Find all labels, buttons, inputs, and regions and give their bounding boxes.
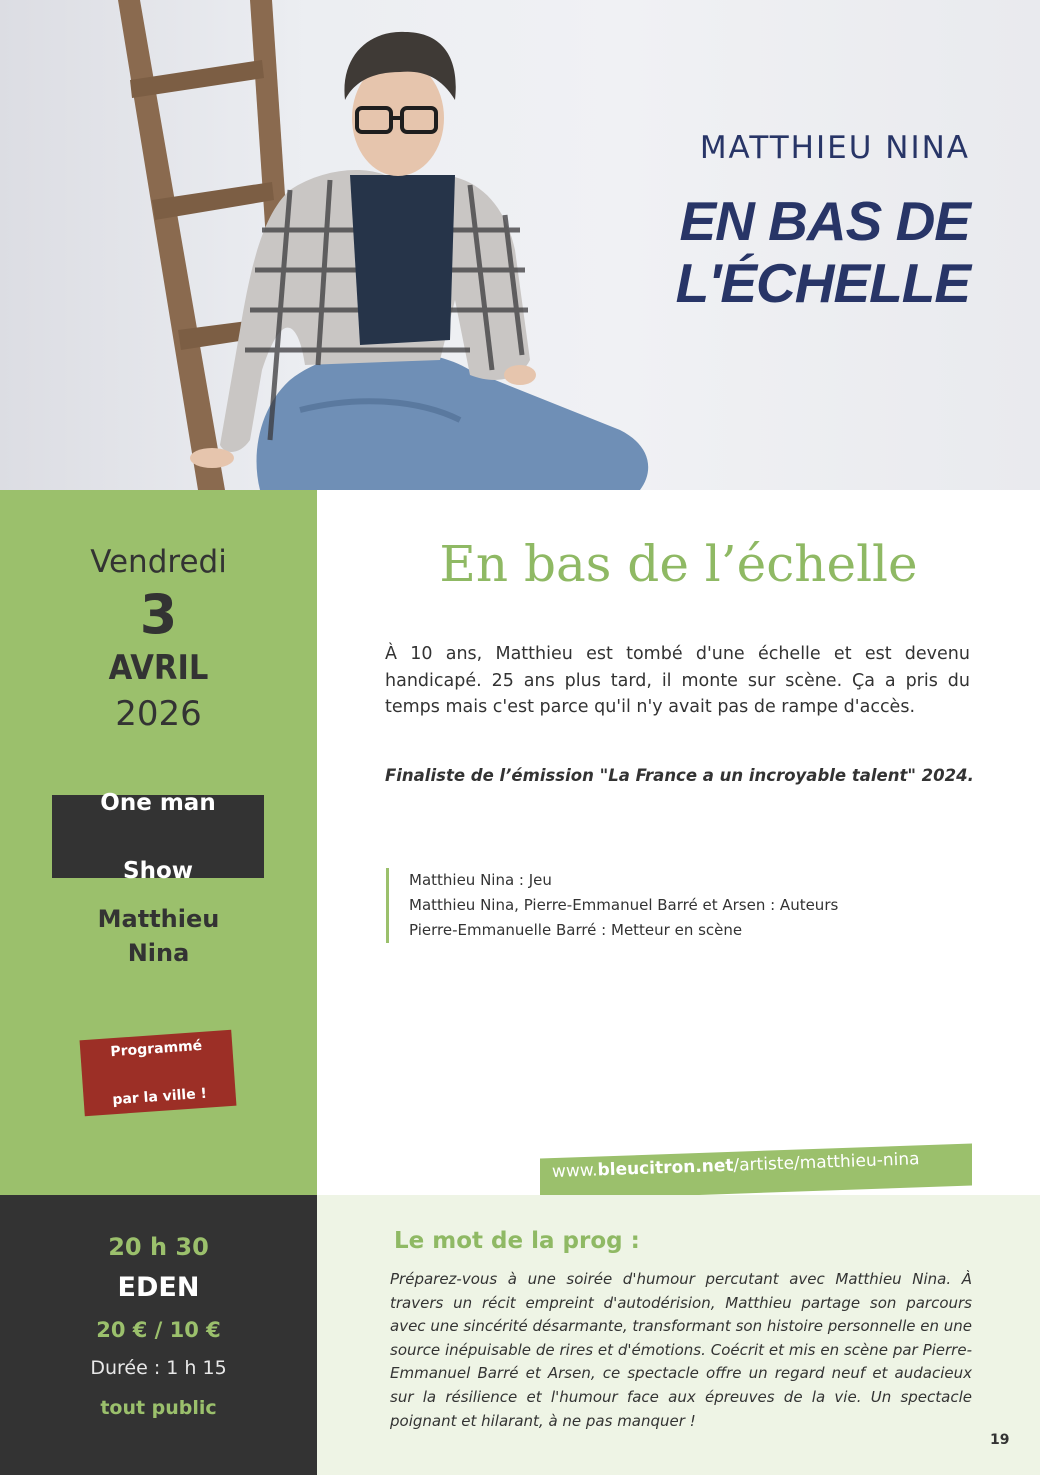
show-time: 20 h 30 [108, 1233, 209, 1261]
practical-info [0, 1228, 317, 1430]
hero-artist-name: MATTHIEU NINA [699, 130, 970, 166]
show-duration: Durée : 1 h 15 [90, 1357, 227, 1379]
date-weekday: Vendredi [90, 544, 227, 580]
audience-label: tout public [100, 1397, 217, 1419]
event-date [0, 540, 317, 738]
ticket-price: 20 € / 10 € [96, 1318, 221, 1342]
credits-list [386, 868, 838, 943]
finalist-note: Finaliste de l’émission "La France a un incroyable talent" 2024. [385, 766, 974, 785]
badge-line: par la ville ! [111, 1085, 208, 1109]
genre-line: Show [123, 857, 193, 884]
venue-name: EDEN [117, 1272, 200, 1303]
url-domain: bleucitron.net [597, 1155, 734, 1181]
hero-show-title [676, 190, 970, 314]
date-day: 3 [139, 583, 178, 646]
artist-side-line: Matthieu [97, 905, 220, 933]
credit-item: Pierre-Emmanuelle Barré : Metteur en scène [409, 921, 743, 939]
url-path: /artiste/matthieu-nina [733, 1149, 920, 1176]
credit-item: Matthieu Nina : Jeu [409, 871, 552, 889]
artist-side-line: Nina [127, 939, 190, 967]
url-prefix: www. [551, 1160, 598, 1182]
date-month: AVRIL [108, 648, 209, 688]
page-number: 19 [990, 1432, 1010, 1448]
hero-title-line: EN BAS DE [679, 190, 970, 252]
hero-title-line: L'ÉCHELLE [675, 252, 970, 314]
hero-banner [0, 0, 1040, 490]
badge-line: Programmé [109, 1037, 203, 1061]
credit-item: Matthieu Nina, Pierre-Emmanuel Barré et Arsen : Auteurs [409, 896, 839, 914]
date-year: 2026 [115, 694, 202, 734]
programme-badge [80, 1030, 237, 1116]
programmer-note-text: Préparez-vous à une soirée d'humour percutant avec Matthieu Nina. À travers un récit empreint d'autodérision, Matthieu partage son parcours avec une sincérité désarmante, transformant son histoire personnelle en une source inépuisable de rires et d'émotions. Coécrit et mis en scène par Pierre-Emmanuel Barré et Arsen, ce spectacle offre un regard neuf et audacieux sur la résilience et l'humour face aux épreuves de la vie. Un spectacle poignant et hilarant, à ne pas manquer ! [390, 1270, 972, 1430]
artist-name-side [0, 902, 317, 970]
programmer-note-title: Le mot de la prog : [394, 1228, 640, 1254]
show-title: En bas de l’échelle [439, 535, 918, 593]
synopsis: À 10 ans, Matthieu est tombé d'une échelle et est devenu handicapé. 25 ans plus tard, il monte sur scène. Ça a pris du temps mais c'est parce qu'il n'y avait pas de rampe d'accès. [385, 644, 970, 717]
genre-line: One man [100, 789, 216, 816]
genre-label [52, 789, 264, 884]
